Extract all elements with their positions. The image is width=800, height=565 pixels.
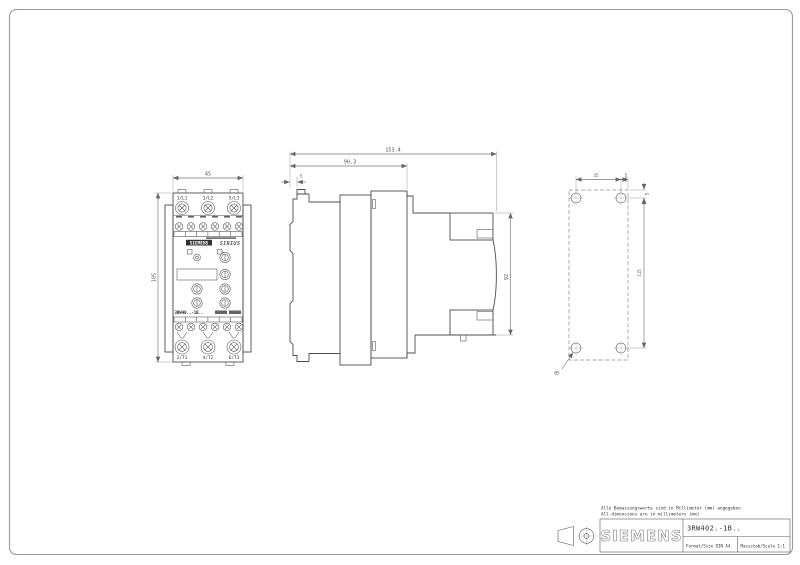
terminal-label-6T3: 6/T3 xyxy=(228,356,240,361)
drill-plan xyxy=(554,173,650,377)
note-line2: All dimensions are in millimeters (mm) xyxy=(601,512,700,518)
front-model-label: 3RW40..-1B.. xyxy=(174,310,204,315)
front-series-label: SIRIUS xyxy=(219,241,241,247)
drill-hole-spacing-v-dim: 115 xyxy=(638,269,643,277)
terminal-label-4T2: 4/T2 xyxy=(202,356,214,361)
front-brand-row xyxy=(186,240,240,254)
front-view xyxy=(152,172,252,366)
front-aux-terminals-top xyxy=(174,216,243,239)
side-depth-total-dim: 153.4 xyxy=(385,147,401,154)
front-width-dim: 45 xyxy=(204,171,212,178)
page-frame xyxy=(10,10,793,555)
front-top-terminal-labels xyxy=(177,196,240,202)
front-aux-terminals-bottom xyxy=(174,317,243,338)
format-label: Format/Size DIN A4 xyxy=(686,543,731,549)
note-line1: Alle Bemassungswerte sind in Millimeter (mm) angegeben xyxy=(601,506,741,512)
mounting-holes xyxy=(569,191,629,356)
side-depth-body-dim: 90.3 xyxy=(343,159,357,166)
notes xyxy=(601,506,741,518)
terminal-label-1L1: 1/L1 xyxy=(176,196,188,202)
front-top-screw-terminals xyxy=(173,202,243,216)
front-control-panel xyxy=(177,252,230,308)
terminal-label-3L2: 3/L2 xyxy=(202,196,214,202)
front-display xyxy=(177,269,217,280)
siemens-logo: SIEMENS xyxy=(600,527,683,545)
hole-diameter-label: Ø5 xyxy=(554,371,560,377)
side-profile xyxy=(290,190,496,366)
front-bottom-terminal-labels xyxy=(177,355,240,361)
front-bottom-screw-terminals xyxy=(175,340,241,354)
terminal-label-2T1: 2/T1 xyxy=(176,356,188,361)
projection-symbol-icon xyxy=(558,526,597,546)
side-height-dim: 92 xyxy=(504,273,510,281)
front-model-row xyxy=(175,310,242,315)
drill-edge-offset-v-dim: 5 xyxy=(645,192,651,196)
front-height-dim: 105 xyxy=(151,272,158,283)
product-code: 3RW402.-1B.. xyxy=(687,524,742,533)
drill-hole-spacing-h-dim: 35 xyxy=(593,174,599,179)
title-block xyxy=(600,519,790,552)
front-brand-label: SIEMENS xyxy=(189,241,209,247)
drill-edge-offset-h-dim: 5 xyxy=(624,174,628,179)
scale-label: Massstab/Scale 1:1 xyxy=(740,543,785,549)
terminal-label-5L3: 5/L3 xyxy=(228,196,240,202)
side-view xyxy=(281,148,514,366)
side-clip-dim: 5 xyxy=(299,174,303,180)
side-dimensions xyxy=(281,148,514,336)
